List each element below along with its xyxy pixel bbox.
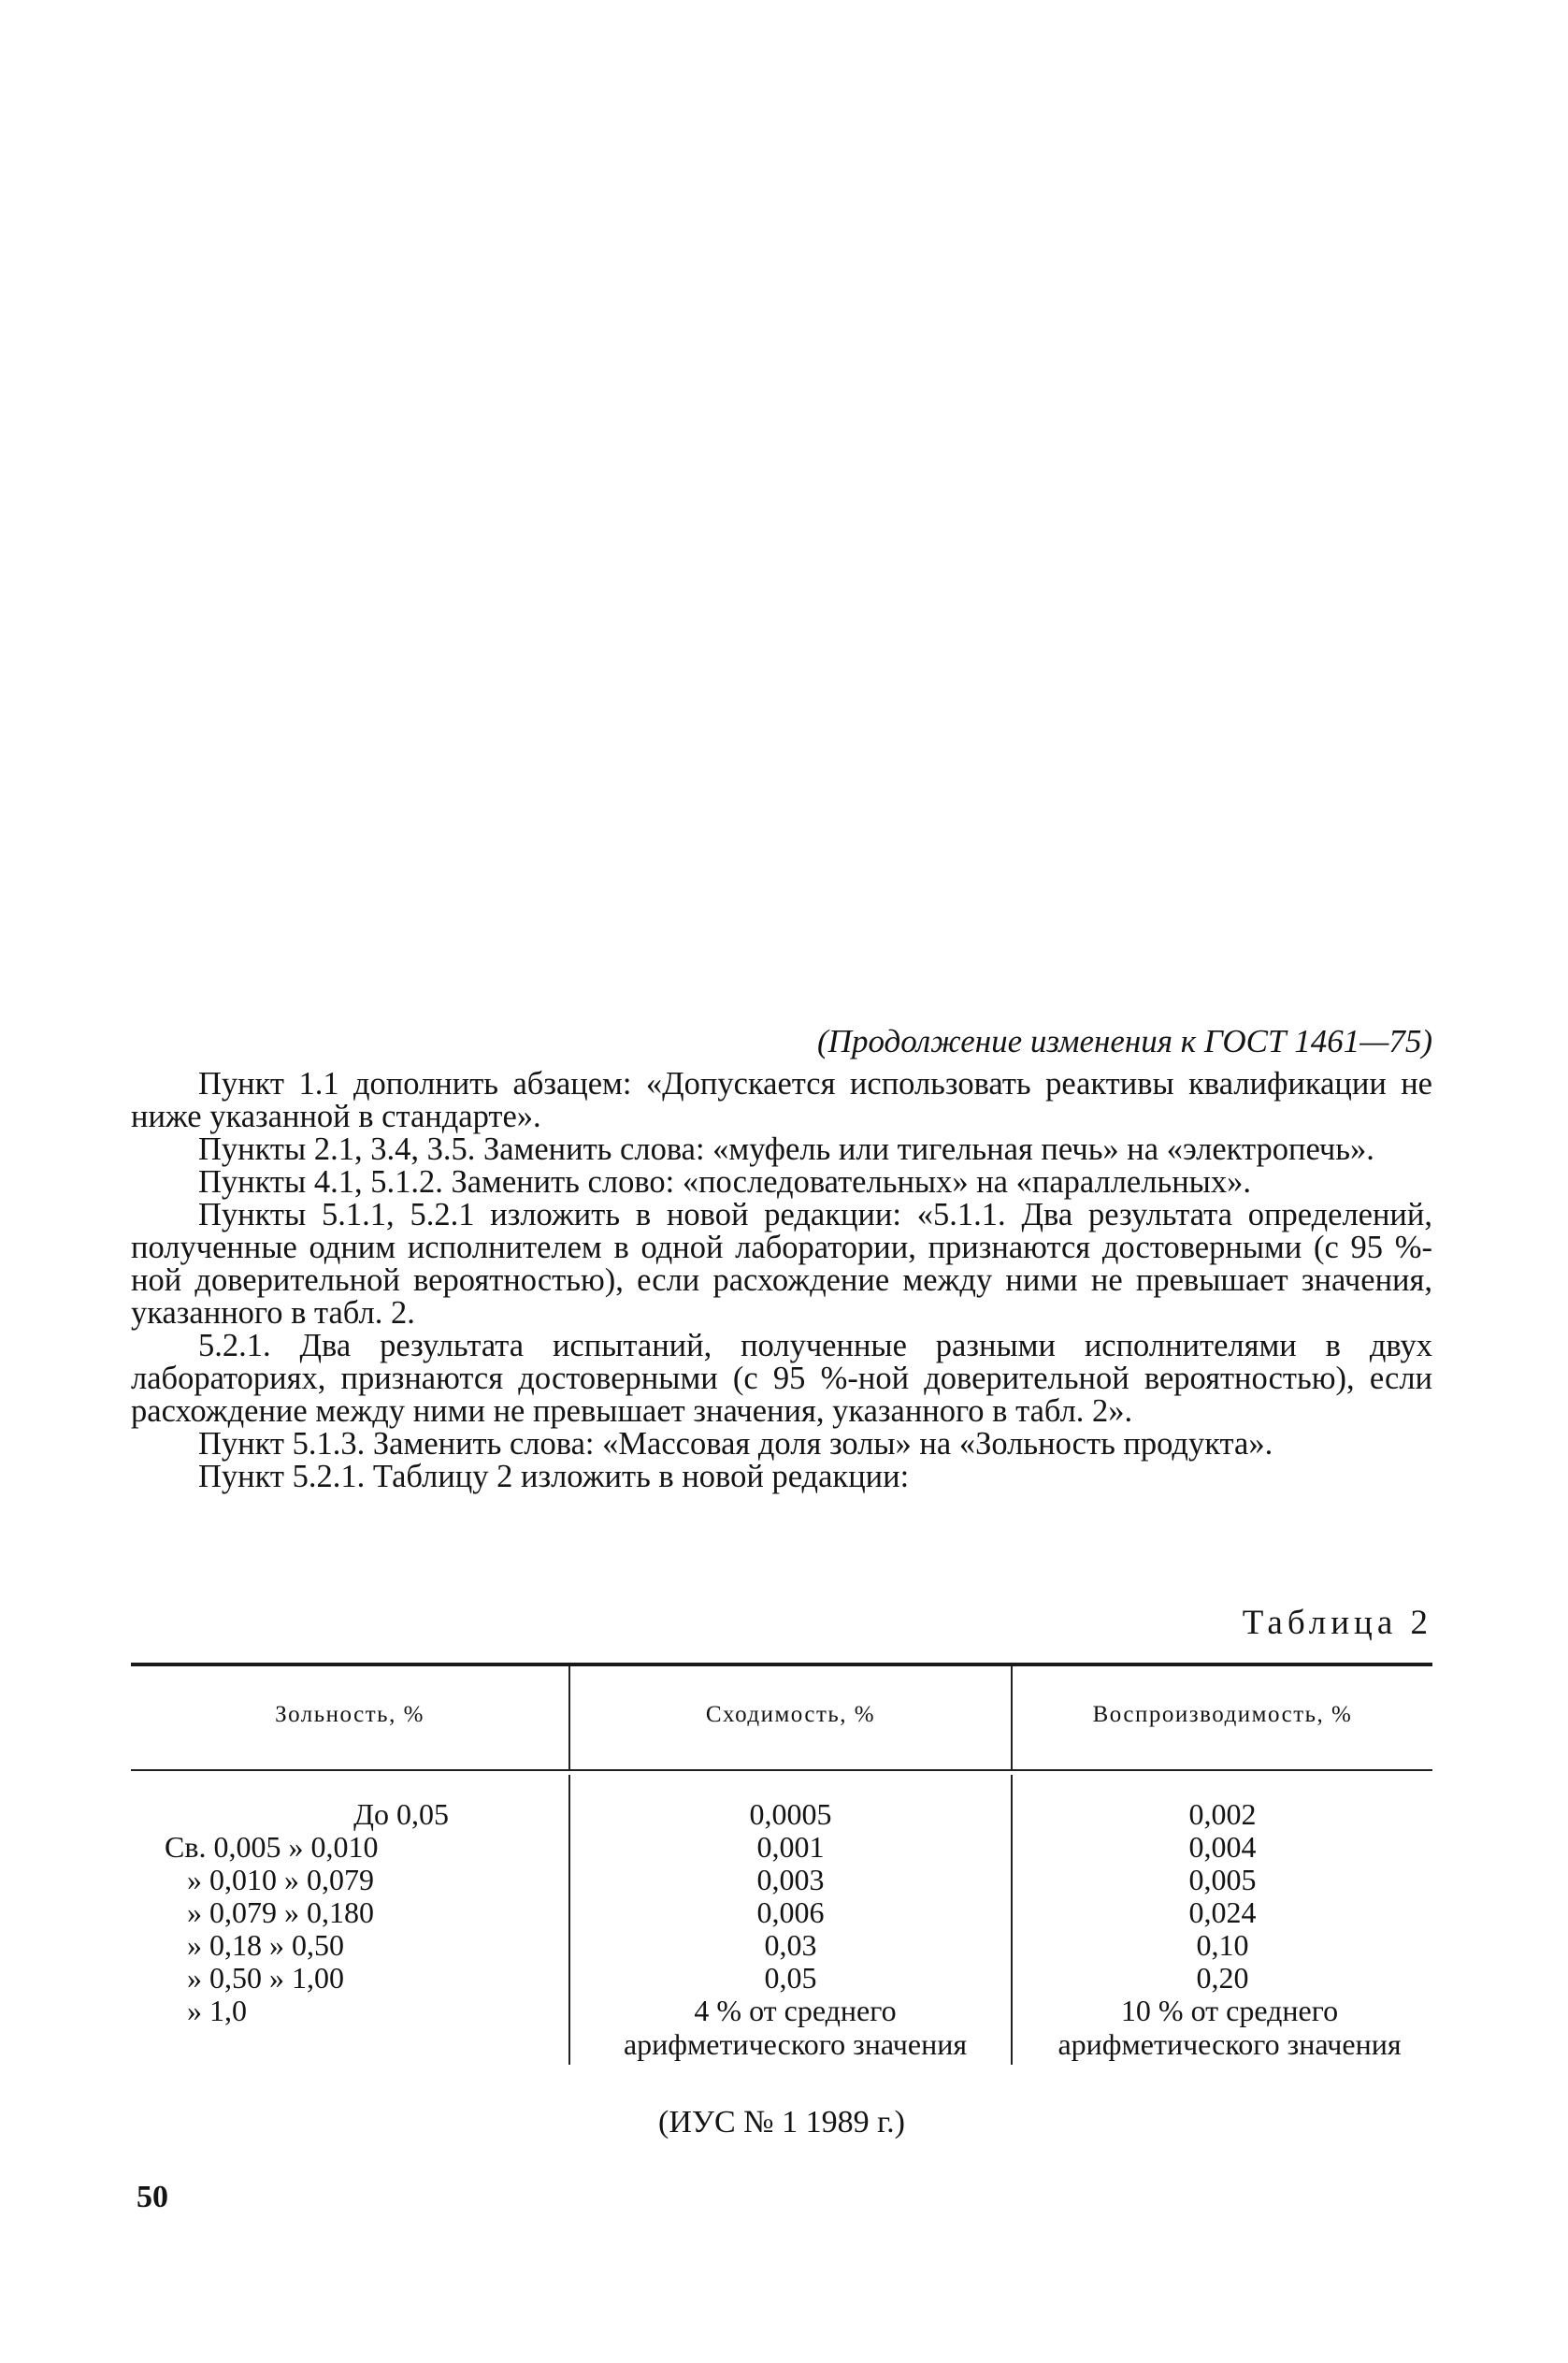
table-cell-convergence: 0,03 [764, 1928, 817, 1962]
source-note: (ИУС № 1 1989 г.) [658, 2105, 905, 2140]
column-header-convergence: Сходимость, % [705, 1702, 876, 1727]
paragraph-2: Пункты 2.1, 3.4, 3.5. Заменить слова: «муфель или тигельная печь» на «электропечь». [198, 1131, 1374, 1167]
table-cell-convergence: 0,001 [756, 1830, 825, 1864]
table-cell-reproducibility: 0,005 [1188, 1863, 1257, 1896]
table-cell-reproducibility: 0,20 [1196, 1961, 1249, 1995]
table-cell-convergence: 0,003 [756, 1863, 825, 1896]
paragraph-5: 5.2.1. Два результата испытаний, полученные разными исполнителями в двух лабораториях, признаются достоверными (с 95 %-ной доверительной вероятностью), если расхождение между ними не превышает значения, указанного в табл. 2». [131, 1328, 1432, 1429]
paragraph-6: Пункт 5.1.3. Заменить слова: «Массовая доля золы» на «Зольность продукта». [198, 1426, 1273, 1462]
table-cell-reproducibility: 0,002 [1188, 1797, 1257, 1831]
table-cell-ash: Св. 0,005 » 0,010 [165, 1830, 379, 1864]
table-cell-convergence: 0,0005 [749, 1797, 832, 1831]
continuation-header: (Продолжение изменения к ГОСТ 1461—75) [817, 1023, 1432, 1059]
table-top-rule [131, 1663, 1432, 1666]
table-header-rule [131, 1769, 1432, 1771]
table-cell-ash: До 0,05 [353, 1797, 449, 1831]
table-cell-reproducibility: 10 % от среднего арифметического значения [1057, 1994, 1402, 2061]
table-cell-convergence: 0,006 [756, 1895, 825, 1929]
table-cell-convergence: 0,05 [764, 1961, 817, 1995]
column-header-ash: Зольность, % [275, 1702, 424, 1727]
column-header-reproducibility: Воспроизводимость, % [1092, 1702, 1353, 1727]
paragraph-1: Пункт 1.1 дополнить абзацем: «Допускается использовать реактивы квалификации не ниже указанной в стандарте». [131, 1066, 1432, 1134]
table-cell-reproducibility: 0,10 [1196, 1928, 1249, 1962]
page-number: 50 [137, 2180, 168, 2214]
table-cell-ash: » 0,010 » 0,079 [187, 1863, 374, 1896]
paragraph-7: Пункт 5.2.1. Таблицу 2 изложить в новой редакции: [198, 1459, 910, 1494]
table-cell-ash: » 0,50 » 1,00 [187, 1961, 344, 1995]
amendment-text [131, 1068, 1432, 1493]
paragraph-3: Пункты 4.1, 5.1.2. Заменить слово: «последовательных» на «параллельных». [198, 1164, 1251, 1200]
table-cell-reproducibility: 0,024 [1188, 1895, 1257, 1929]
table-cell-ash: » 1,0 [187, 1994, 247, 2027]
table-cell-ash: » 0,079 » 0,180 [187, 1895, 374, 1929]
table-cell-reproducibility: 0,004 [1188, 1830, 1257, 1864]
table-cell-convergence: 4 % от среднего арифметического значения [623, 1994, 968, 2061]
table-cell-ash: » 0,18 » 0,50 [187, 1928, 344, 1962]
paragraph-4: Пункты 5.1.1, 5.2.1 изложить в новой редакции: «5.1.1. Два результата определений, полученные одним исполнителем в одной лаборатории, признаются достоверными (с 95 %-ной доверительной вероятностью), если расхождение между ними не превышает значения, указанного в табл. 2. [131, 1197, 1432, 1331]
table-caption: Таблица 2 [1242, 1604, 1432, 1642]
